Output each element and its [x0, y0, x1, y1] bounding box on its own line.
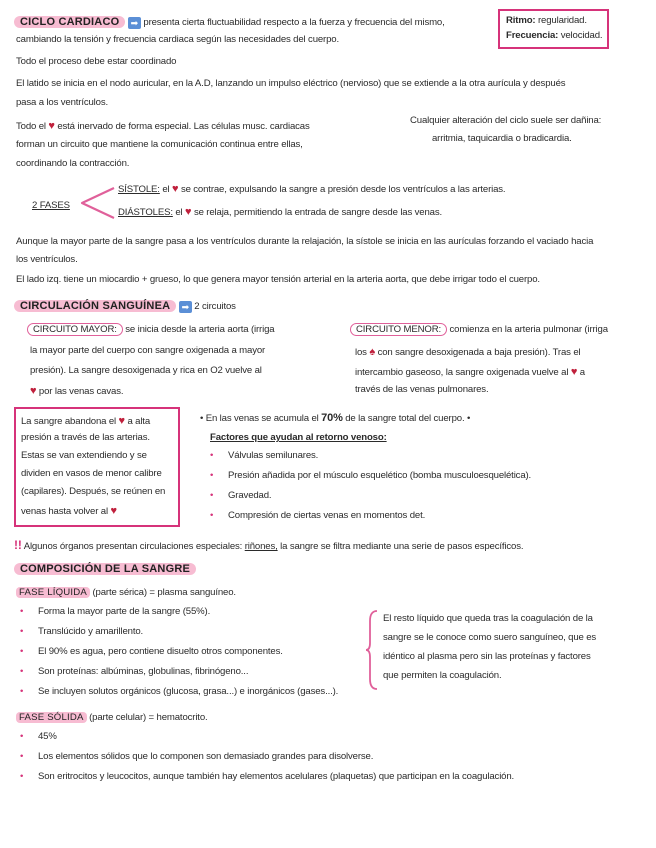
sangre-line6: venas hasta volver al ♥ [21, 505, 117, 517]
factor-item: • Compresión de ciertas venas en momentos det. [210, 510, 426, 521]
heart-icon: ♥ [570, 366, 578, 378]
solida-item: • Son eritrocitos y leucocitos, aunque también hay elementos acelulares (plaquetas) que participan en la coagulación. [20, 771, 515, 782]
sangre-line5: (capilares). Después, se reúnen en [21, 486, 166, 497]
heart-icon: ♥ [30, 385, 37, 397]
fase-liquida-heading: FASE LÍQUIDA (parte sérica) = plasma sanguíneo. [16, 586, 236, 601]
heart-icon: ♥ [110, 505, 117, 517]
brace-icon [365, 609, 379, 691]
diastole-line: DIÁSTOLES: el ♥ se relaja, permitiendo la entrada de sangre desde las venas. [118, 206, 443, 218]
fase-solida-heading: FASE SÓLIDA (parte celular) = hematocrito. [16, 711, 208, 726]
aunque-line1: Aunque la mayor parte de la sangre pasa a los ventrículos durante la relajación, la sístole se inicia en las aurículas forzando el vaciado hacia [16, 236, 594, 247]
heart-icon: ♥ [185, 206, 192, 218]
suero-line3: idéntico al plasma pero sin las proteínas y factores [383, 651, 591, 662]
factores-title: Factores que ayudan al retorno venoso: [210, 432, 387, 443]
liquida-item: • Forma la mayor parte de la sangre (55%). [20, 606, 211, 617]
suero-line4: que permiten la coagulación. [383, 670, 502, 681]
circulacion-title: CIRCULACIÓN SANGUÍNEA [14, 300, 176, 312]
circuito-menor-line1: CIRCUITO MENOR: comienza en la arteria pulmonar (irriga [350, 323, 608, 338]
ciclo-line2: cambiando la tensión y frecuencia cardiaca según las necesidades del cuerpo. [16, 34, 339, 45]
venas-line: • En las venas se acumula el 70% de la sangre total del cuerpo. • [200, 412, 471, 424]
suero-line2: sangre se le conoce como suero sanguíneo, que es [383, 632, 597, 643]
circuito-mayor-line4: ♥ por las venas cavas. [30, 385, 124, 397]
fases-label: 2 FASES [32, 200, 70, 211]
heart-icon: ♥ [172, 183, 179, 195]
circuito-mayor-line3: presión). La sangre desoxigenada y rica en O2 vuelve al [30, 365, 262, 376]
composicion-heading [14, 561, 196, 578]
sangre-line2: presión a través de las arterias. [21, 432, 150, 443]
sangre-line1: La sangre abandona el ♥ a alta [21, 415, 151, 427]
heart-icon: ♥ [48, 120, 55, 132]
heart-icon: ♥ [118, 415, 125, 427]
ciclo-line8: coordinando la contracción. [16, 158, 130, 169]
factor-item: • Gravedad. [210, 490, 272, 501]
circulacion-heading: CIRCULACIÓN SANGUÍNEA ➡ 2 circuitos [14, 298, 236, 315]
bracket-icon [78, 186, 118, 220]
suero-line1: El resto líquido que queda tras la coagulación de la [383, 613, 593, 624]
alteracion-line1: Cualquier alteración del ciclo suele ser dañina: [410, 115, 602, 126]
alteracion-line2: arritmia, taquicardia o bradicardia. [432, 133, 572, 144]
ciclo-line7: forman un circuito que mantiene la comunicación continua entre ellas, [16, 139, 303, 150]
arrow-icon: ➡ [128, 17, 141, 29]
ciclo-line6: Todo el ♥ está inervado de forma especial. Las células musc. cardiacas [16, 120, 310, 132]
liquida-item: • El 90% es agua, pero contiene disuelto otros componentes. [20, 646, 283, 657]
organos-line: !! Algunos órganos presentan circulaciones especiales: riñones, la sangre se filtra mediante una serie de pasos específicos. [14, 538, 524, 552]
ritmo-box: Ritmo: regularidad. Frecuencia: velocidad. [498, 9, 609, 49]
solida-item: • Los elementos sólidos que lo componen son demasiado grandes para disolverse. [20, 751, 374, 762]
aunque-line2: los ventrículos. [16, 254, 78, 265]
solida-item: • 45% [20, 731, 57, 742]
ciclo-line1: CICLO CARDIACO ➡ presenta cierta fluctuabilidad respecto a la fuerza y frecuencia del mismo, [14, 14, 445, 31]
factor-item: • Válvulas semilunares. [210, 450, 319, 461]
liquida-item: • Translúcido y amarillento. [20, 626, 144, 637]
circuito-menor-line2: los ♠ con sangre desoxigenada a baja presión). Tras el [355, 346, 581, 358]
liquida-item: • Se incluyen solutos orgánicos (glucosa, grasa...) e inorgánicos (gases...). [20, 686, 339, 697]
circuito-menor-line3: intercambio gaseoso, la sangre oxigenada vuelve al ♥ a [355, 366, 585, 378]
ciclo-line5: pasa a los ventrículos. [16, 97, 109, 108]
ciclo-line3: Todo el proceso debe estar coordinado [16, 56, 177, 67]
circuito-mayor-line2: la mayor parte del cuerpo con sangre oxigenada a mayor [30, 345, 266, 356]
circuito-menor-line4: través de las venas pulmonares. [355, 384, 489, 395]
arrow-icon: ➡ [179, 301, 192, 313]
sangre-line4: dividen en vasos de menor calibre [21, 468, 162, 479]
aunque-line3: El lado izq. tiene un miocardio + grueso, lo que genera mayor tensión arterial en la arteria aorta, que debe irrigar todo el cuerpo. [16, 274, 540, 285]
circuito-mayor-line1: CIRCUITO MAYOR: se inicia desde la arteria aorta (irriga [27, 323, 274, 338]
liquida-item: • Son proteínas: albúminas, globulinas, fibrinógeno... [20, 666, 249, 677]
ciclo-line4: El latido se inicia en el nodo auricular, en la A.D, lanzando un impulso eléctrico (nervioso) que se extiende a la otra aurícula y después [16, 78, 566, 89]
sangre-line3: Estas se van extendiendo y se [21, 450, 147, 461]
ciclo-title: CICLO CARDIACO [14, 16, 125, 28]
sistole-line: SÍSTOLE: el ♥ se contrae, expulsando la sangre a presión desde los ventrículos a las arterias. [118, 183, 506, 195]
composicion-title: COMPOSICIÓN DE LA SANGRE [14, 563, 196, 575]
lungs-icon: ♠ [369, 346, 376, 358]
factor-item: • Presión añadida por el músculo esquelético (bomba musculoesquelética). [210, 470, 532, 481]
